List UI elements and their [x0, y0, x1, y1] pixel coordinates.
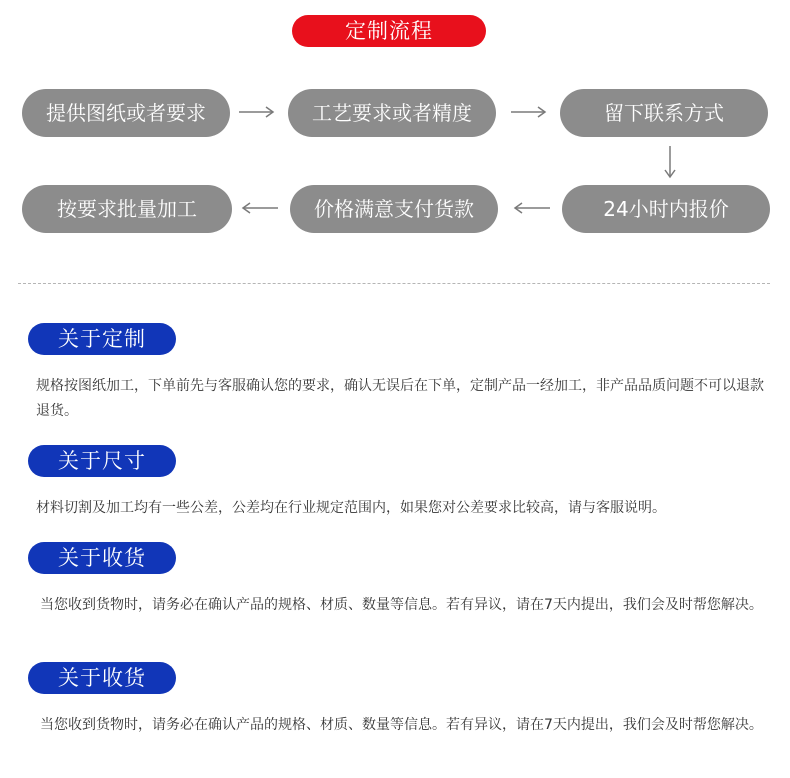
arrow-right-icon	[238, 104, 276, 120]
section-text-size: 材料切割及加工均有一些公差，公差均在行业规定范围内，如果您对公差要求比较高，请与客服说明。	[36, 500, 666, 516]
section-title-custom: 关于定制	[28, 323, 176, 355]
step-provide-drawings: 提供图纸或者要求	[22, 89, 230, 137]
arrow-left-icon	[512, 200, 552, 216]
section-text-receipt-2: 当您收到货物时，请务必在确认产品的规格、材质、数量等信息。若有异议，请在7天内提出，我们会及时帮您解决。	[40, 717, 763, 733]
arrow-left-icon	[240, 200, 280, 216]
section-title-receipt-2: 关于收货	[28, 662, 176, 694]
dashed-divider	[18, 283, 770, 284]
step-process-requirements: 工艺要求或者精度	[288, 89, 496, 137]
step-leave-contact: 留下联系方式	[560, 89, 768, 137]
step-batch-processing: 按要求批量加工	[22, 185, 232, 233]
section-text-receipt: 当您收到货物时，请务必在确认产品的规格、材质、数量等信息。若有异议，请在7天内提出，我们会及时帮您解决。	[40, 597, 763, 613]
arrow-right-icon	[510, 104, 548, 120]
section-title-receipt: 关于收货	[28, 542, 176, 574]
arrow-down-icon	[662, 145, 678, 179]
section-title-size: 关于尺寸	[28, 445, 176, 477]
section-text-custom: 规格按图纸加工，下单前先与客服确认您的要求，确认无误后在下单，定制产品一经加工，非产品品质问题不可以退款退货。	[36, 378, 764, 419]
step-payment: 价格满意支付货款	[290, 185, 498, 233]
process-title: 定制流程	[292, 15, 486, 47]
step-quote-24h: 24小时内报价	[562, 185, 770, 233]
